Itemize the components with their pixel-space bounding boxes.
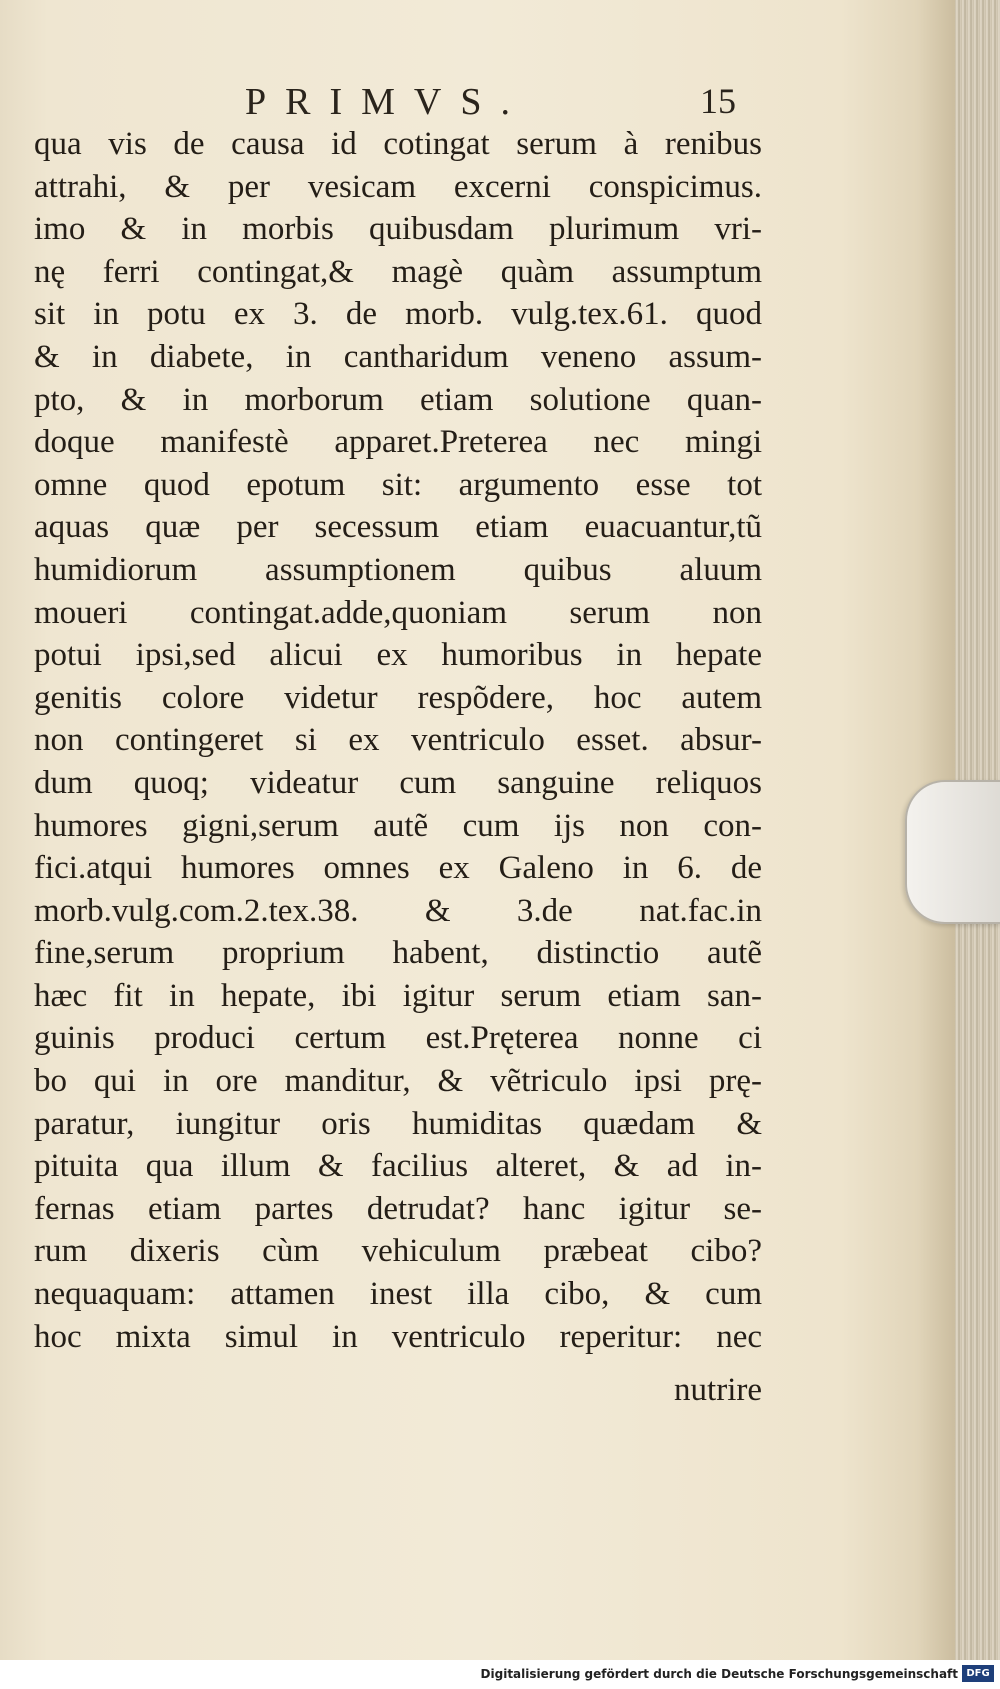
text-line: genitis colore videtur respõdere, hoc autem bbox=[34, 679, 762, 716]
text-line: attrahi, & per vesicam excerni conspicimus. bbox=[34, 168, 762, 205]
dfg-logo-icon: DFG bbox=[962, 1665, 994, 1682]
text-line: moueri contingat.adde,quoniam serum non bbox=[34, 594, 762, 631]
text-line: guinis produci certum est.Pręterea nonne ci bbox=[34, 1020, 762, 1057]
text-line: nequaquam: attamen inest illa cibo, & cum bbox=[34, 1276, 762, 1313]
text-line: sit in potu ex 3. de morb. vulg.tex.61. quod bbox=[34, 296, 762, 333]
text-line: humores gigni,serum autẽ cum ijs non con- bbox=[34, 807, 762, 844]
text-line: fine,serum proprium habent, distinctio autẽ bbox=[34, 935, 762, 972]
book-clip-tab bbox=[905, 780, 1000, 924]
text-line: doque manifestè apparet.Preterea nec mingi bbox=[34, 424, 762, 461]
text-line: imo & in morbis quibusdam plurimum vri- bbox=[34, 211, 762, 248]
text-line: fernas etiam partes detrudat? hanc igitur se- bbox=[34, 1190, 762, 1227]
footer-bar bbox=[0, 1660, 1000, 1689]
text-line: omne quod epotum sit: argumento esse tot bbox=[34, 466, 762, 503]
text-line: paratur, iungitur oris humiditas quædam & bbox=[34, 1105, 762, 1142]
running-head-title: PRIMVS. bbox=[245, 81, 529, 123]
catchword: nutrire bbox=[674, 1372, 762, 1408]
body-text bbox=[34, 123, 762, 1358]
text-line: & in diabete, in cantharidum veneno assum- bbox=[34, 338, 762, 375]
text-line: nę ferri contingat,& magè quàm assumptum bbox=[34, 253, 762, 290]
text-line: qua vis de causa id cotingat serum à renibus bbox=[34, 126, 762, 162]
text-line: pituita qua illum & facilius alteret, & ad in- bbox=[34, 1148, 762, 1185]
page-number: 15 bbox=[700, 81, 736, 121]
text-line: potui ipsi,sed alicui ex humoribus in hepate bbox=[34, 637, 762, 674]
text-line: rum dixeris cùm vehiculum præbeat cibo? bbox=[34, 1233, 762, 1270]
text-line: humidiorum assumptionem quibus aluum bbox=[34, 551, 762, 588]
text-line: hoc mixta simul in ventriculo reperitur: nec bbox=[34, 1318, 762, 1355]
text-line: pto, & in morborum etiam solutione quan- bbox=[34, 381, 762, 418]
text-line: non contingeret si ex ventriculo esset. absur- bbox=[34, 722, 762, 759]
text-line: fici.atqui humores omnes ex Galeno in 6. de bbox=[34, 850, 762, 887]
text-line: hæc fit in hepate, ibi igitur serum etiam san- bbox=[34, 977, 762, 1014]
text-line: dum quoq; videatur cum sanguine reliquos bbox=[34, 764, 762, 801]
text-line: bo qui in ore manditur, & vẽtriculo ipsi prę- bbox=[34, 1063, 762, 1100]
text-line: morb.vulg.com.2.tex.38. & 3.de nat.fac.in bbox=[34, 892, 762, 929]
funding-credit: Digitalisierung gefördert durch die Deutsche Forschungsgemeinschaft bbox=[480, 1667, 958, 1681]
text-line: aquas quæ per secessum etiam euacuantur,tũ bbox=[34, 509, 762, 546]
